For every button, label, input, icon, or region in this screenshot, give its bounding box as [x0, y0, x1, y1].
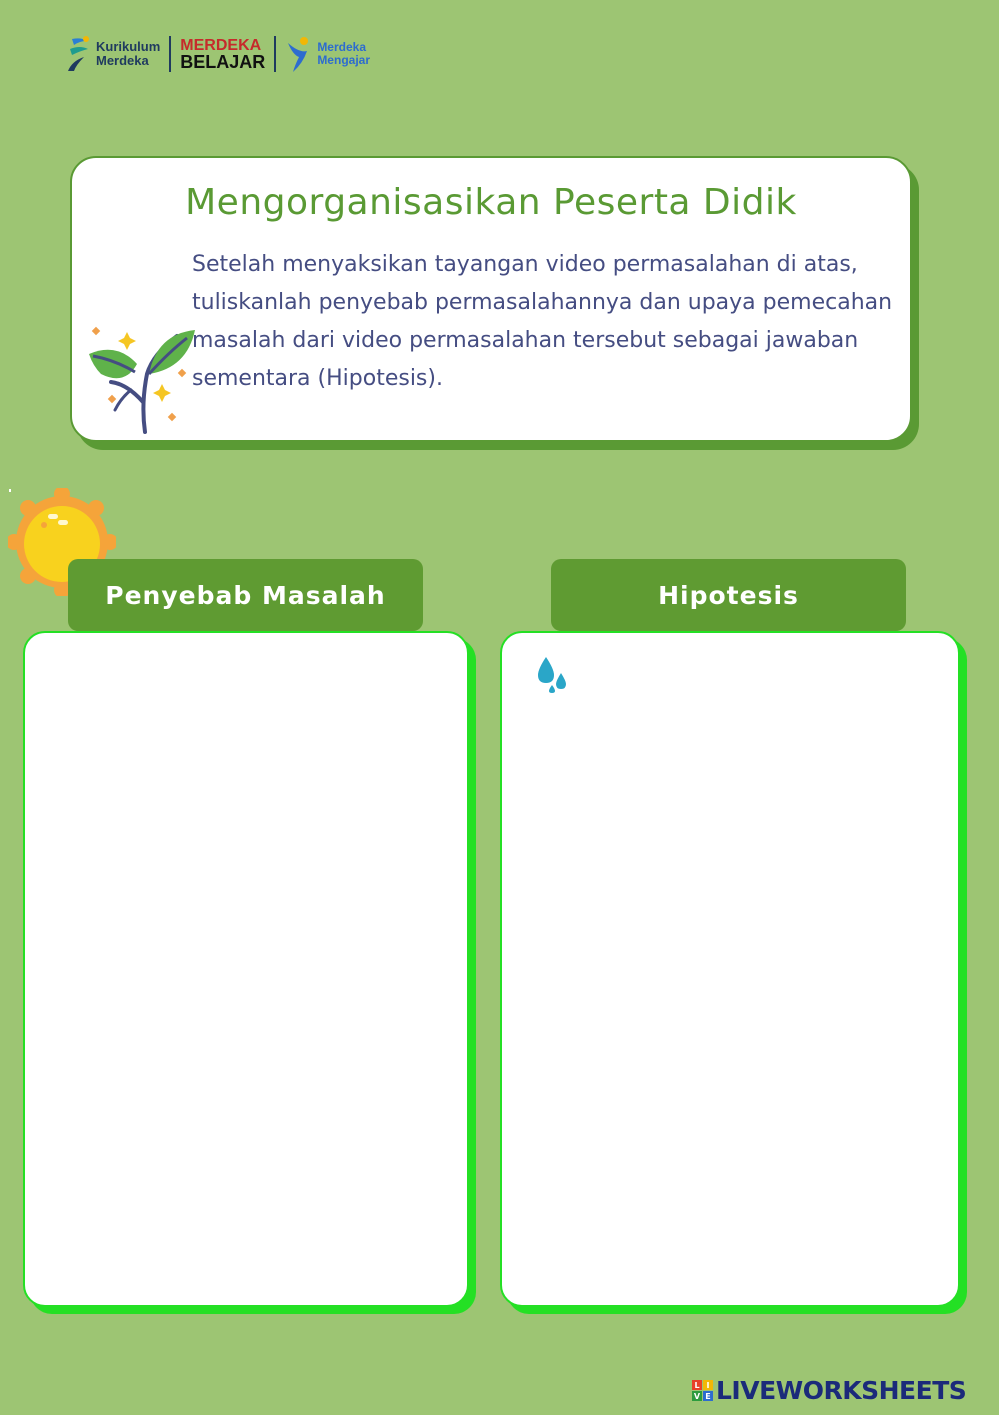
plant-icon: [87, 324, 197, 434]
liveworksheets-logo: [692, 1376, 966, 1405]
merdeka-belajar-line2: BELAJAR: [180, 52, 266, 72]
badge-letter-i: I: [703, 1380, 713, 1390]
kurikulum-text: Kurikulum: [96, 39, 161, 54]
merdeka-mengajar-line1: Merdeka: [317, 40, 367, 54]
card-title: Mengorganisasikan Peserta Didik: [185, 182, 797, 223]
hipotesis-answer-box[interactable]: [500, 631, 960, 1307]
penyebab-masalah-answer-box[interactable]: [23, 631, 469, 1307]
live-badge-icon: [692, 1380, 713, 1401]
logo-divider: [274, 36, 276, 72]
kurikulum-merdeka-logo: [66, 35, 160, 73]
merdeka-mengajar-logo: [285, 35, 370, 73]
badge-letter-l: L: [692, 1380, 702, 1390]
merdeka-mengajar-icon: [285, 35, 313, 73]
merdeka-text: Merdeka: [96, 53, 149, 68]
header-logos: [66, 33, 370, 75]
badge-letter-e: E: [703, 1391, 713, 1401]
merdeka-belajar-line1: MERDEKA: [180, 37, 262, 54]
badge-letter-v: V: [693, 1391, 701, 1401]
water-drops-icon: [536, 657, 570, 693]
logo-divider: [169, 36, 171, 72]
kurikulum-merdeka-icon: [66, 35, 92, 73]
hipotesis-header: Hipotesis: [551, 559, 906, 631]
merdeka-belajar-logo: [180, 37, 265, 71]
liveworksheets-text: LIVEWORKSHEETS: [716, 1376, 967, 1405]
penyebab-masalah-header: Penyebab Masalah: [68, 559, 423, 631]
instruction-text: Setelah menyaksikan tayangan video permasalahan di atas, tuliskanlah penyebab permasalahannya dan upaya pemecahan masalah dari video permasalahan tersebut sebagai jawaban sementara (Hipotesis).: [192, 252, 893, 391]
merdeka-mengajar-line2: Mengajar: [317, 53, 370, 67]
instruction-card: [70, 156, 912, 442]
